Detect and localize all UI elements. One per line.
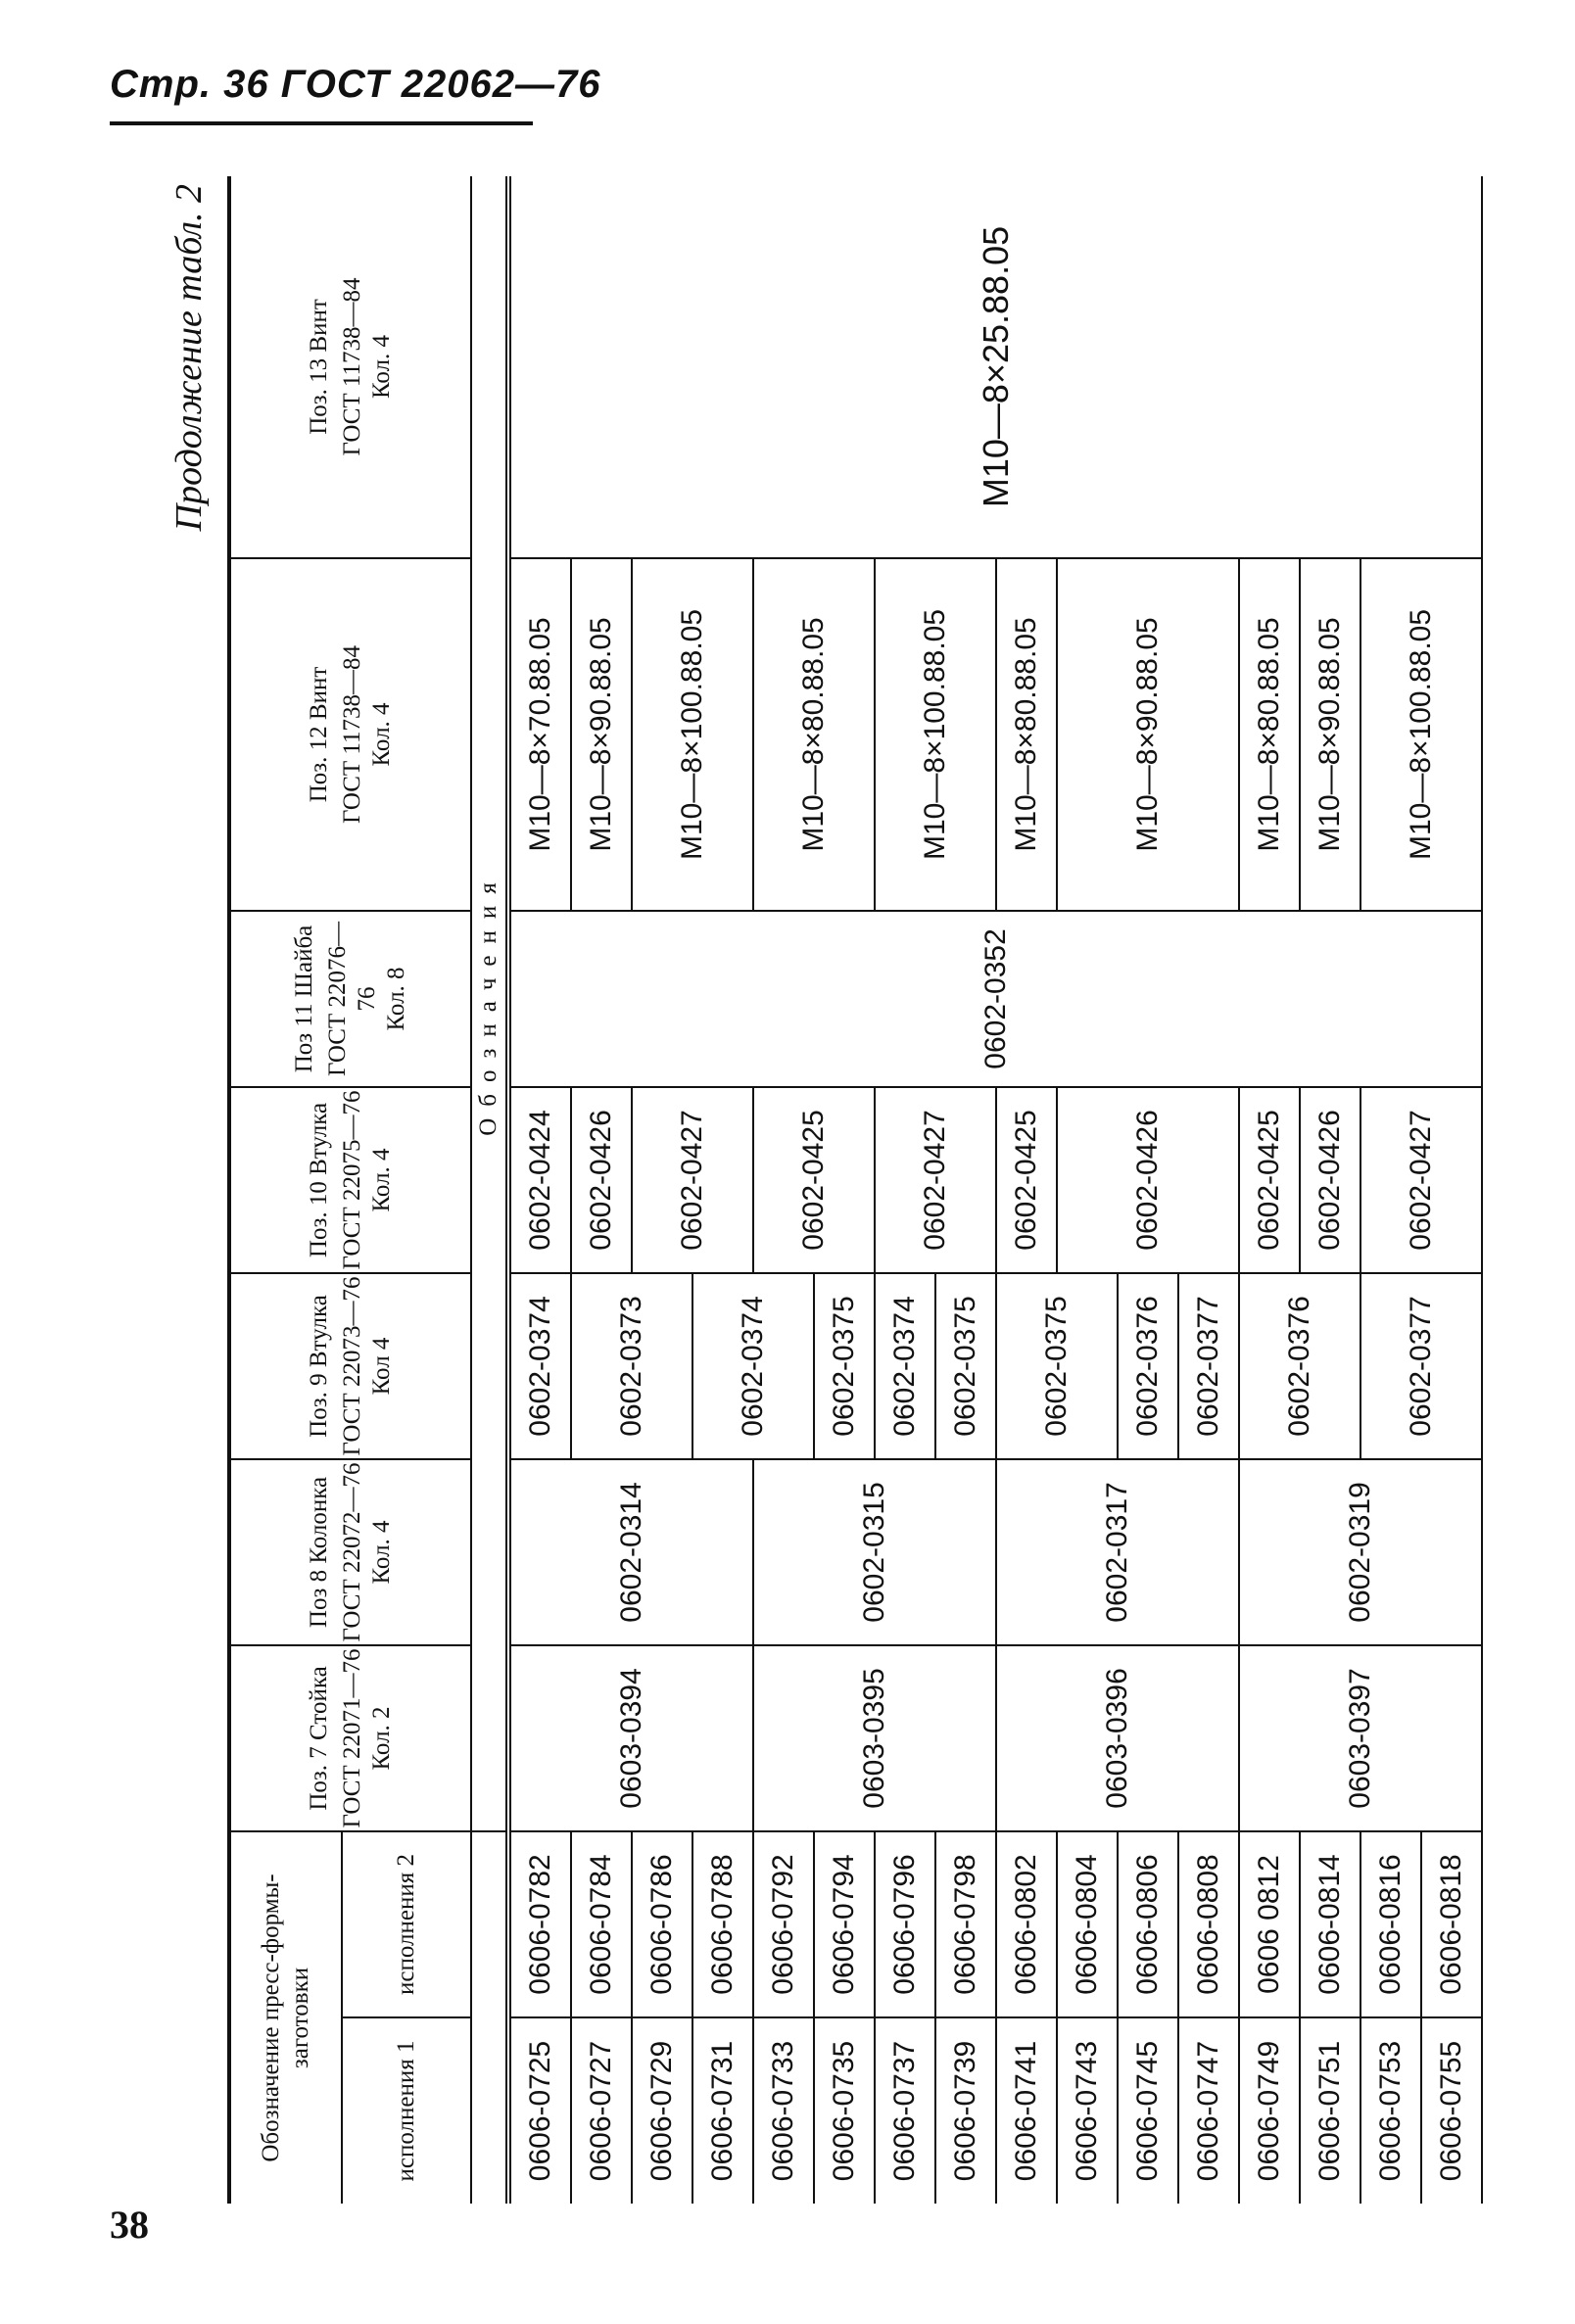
cell-i2: 0606-0808 <box>1178 1831 1239 2017</box>
cell-pos10: 0602-0427 <box>632 1087 753 1273</box>
cell-pos10: 0602-0427 <box>1360 1087 1482 1273</box>
header-ispolnenie2: исполнения 2 <box>342 1831 471 2017</box>
cell-pos7: 0603-0395 <box>753 1645 996 1831</box>
cell-pos9: 0602-0377 <box>1178 1273 1239 1459</box>
cell-i2: 0606-0814 <box>1300 1831 1360 2017</box>
cell-i2: 0606-0798 <box>935 1831 996 2017</box>
spec-table <box>227 176 1483 2204</box>
cell-pos9: 0602-0375 <box>996 1273 1118 1459</box>
cell-i2: 0606-0794 <box>814 1831 875 2017</box>
cell-pos12: M10—8×80.88.05 <box>996 558 1057 911</box>
cell-i1: 0606-0739 <box>935 2017 996 2204</box>
cell-i1: 0606-0753 <box>1360 2017 1421 2204</box>
cell-pos9: 0602-0374 <box>875 1273 935 1459</box>
header-designation-group: Обозначение пресс-формы-заготовки <box>229 1831 342 2204</box>
header-pos7: Поз. 7 Стойка ГОСТ 22071—76 Кол. 2 <box>229 1645 471 1831</box>
cell-i2: 0606-0786 <box>632 1831 692 2017</box>
cell-i1: 0606-0743 <box>1057 2017 1118 2204</box>
cell-i2: 0606-0796 <box>875 1831 935 2017</box>
cell-pos9: 0602-0376 <box>1118 1273 1178 1459</box>
cell-pos9: 0602-0373 <box>571 1273 692 1459</box>
cell-pos9: 0602-0376 <box>1239 1273 1360 1459</box>
cell-i1: 0606-0745 <box>1118 2017 1178 2204</box>
header-pos9: Поз. 9 Втулка ГОСТ 22073—76 Кол 4 <box>229 1273 471 1459</box>
cell-i2: 0606-0782 <box>508 1831 571 2017</box>
cell-pos9: 0602-0375 <box>814 1273 875 1459</box>
header-pos13: Поз. 13 Винт ГОСТ 11738—84 Кол. 4 <box>229 176 471 558</box>
cell-i1: 0606-0755 <box>1421 2017 1482 2204</box>
header-pos11: Поз 11 Шайба ГОСТ 22076—76 Кол. 8 <box>229 911 471 1087</box>
table-continuation-label: Продолжение табл. 2 <box>168 184 210 532</box>
header-pos10: Поз. 10 Втулка ГОСТ 22075—76 Кол. 4 <box>229 1087 471 1273</box>
cell-pos10: 0602-0426 <box>1300 1087 1360 1273</box>
cell-pos9: 0602-0374 <box>508 1273 571 1459</box>
cell-pos13: M10—8×25.88.05 <box>508 176 1482 558</box>
header-pos8: Поз 8 Колонка ГОСТ 22072—76 Кол. 4 <box>229 1459 471 1645</box>
cell-pos10: 0602-0426 <box>571 1087 632 1273</box>
cell-pos8: 0602-0315 <box>753 1459 996 1645</box>
cell-i1: 0606-0751 <box>1300 2017 1360 2204</box>
cell-i1: 0606-0725 <box>508 2017 571 2204</box>
cell-pos12: M10—8×100.88.05 <box>1360 558 1482 911</box>
cell-i2: 0606-0802 <box>996 1831 1057 2017</box>
cell-pos8: 0602-0317 <box>996 1459 1239 1645</box>
cell-i2: 0606-0792 <box>753 1831 814 2017</box>
cell-pos12: M10—8×90.88.05 <box>1057 558 1239 911</box>
cell-i2: 0606-0806 <box>1118 1831 1178 2017</box>
cell-pos7: 0603-0397 <box>1239 1645 1482 1831</box>
rotated-table-container <box>159 176 1540 2204</box>
cell-i1: 0606-0737 <box>875 2017 935 2204</box>
cell-pos7: 0603-0394 <box>508 1645 753 1831</box>
header-pos12: Поз. 12 Винт ГОСТ 11738—84 Кол. 4 <box>229 558 471 911</box>
cell-pos9: 0602-0375 <box>935 1273 996 1459</box>
cell-i2: 0606-0816 <box>1360 1831 1421 2017</box>
cell-pos12: M10—8×100.88.05 <box>875 558 996 911</box>
cell-pos10: 0602-0427 <box>875 1087 996 1273</box>
cell-pos12: M10—8×90.88.05 <box>571 558 632 911</box>
cell-i2: 0606 0812 <box>1239 1831 1300 2017</box>
cell-pos8: 0602-0319 <box>1239 1459 1482 1645</box>
cell-pos10: 0602-0425 <box>1239 1087 1300 1273</box>
cell-pos11: 0602-0352 <box>508 911 1482 1087</box>
page-number: 38 <box>110 2203 149 2247</box>
cell-pos12: M10—8×80.88.05 <box>1239 558 1300 911</box>
cell-pos10: 0602-0424 <box>508 1087 571 1273</box>
cell-pos10: 0602-0425 <box>753 1087 875 1273</box>
cell-i1: 0606-0735 <box>814 2017 875 2204</box>
cell-i2: 0606-0784 <box>571 1831 632 2017</box>
cell-pos9: 0602-0374 <box>692 1273 814 1459</box>
page-header: Стр. 36 ГОСТ 22062—76 <box>110 63 601 106</box>
header-rule <box>110 121 533 125</box>
cell-i1: 0606-0729 <box>632 2017 692 2204</box>
cell-pos7: 0603-0396 <box>996 1645 1239 1831</box>
cell-i2: 0606-0804 <box>1057 1831 1118 2017</box>
cell-pos9: 0602-0377 <box>1360 1273 1482 1459</box>
cell-i1: 0606-0727 <box>571 2017 632 2204</box>
cell-pos8: 0602-0314 <box>508 1459 753 1645</box>
cell-pos12: M10—8×90.88.05 <box>1300 558 1360 911</box>
cell-i1: 0606-0733 <box>753 2017 814 2204</box>
cell-i1: 0606-0731 <box>692 2017 753 2204</box>
header-band-spacer <box>471 1831 508 2204</box>
cell-pos12: M10—8×100.88.05 <box>632 558 753 911</box>
header-ispolnenie1: исполнения 1 <box>342 2017 471 2204</box>
cell-pos10: 0602-0425 <box>996 1087 1057 1273</box>
cell-i1: 0606-0747 <box>1178 2017 1239 2204</box>
cell-i1: 0606-0741 <box>996 2017 1057 2204</box>
cell-pos10: 0602-0426 <box>1057 1087 1239 1273</box>
cell-i2: 0606-0818 <box>1421 1831 1482 2017</box>
cell-i1: 0606-0749 <box>1239 2017 1300 2204</box>
cell-i2: 0606-0788 <box>692 1831 753 2017</box>
header-band-oboznacheniya: Обозначения <box>471 176 508 1831</box>
cell-pos12: M10—8×80.88.05 <box>753 558 875 911</box>
cell-pos12: M10—8×70.88.05 <box>508 558 571 911</box>
